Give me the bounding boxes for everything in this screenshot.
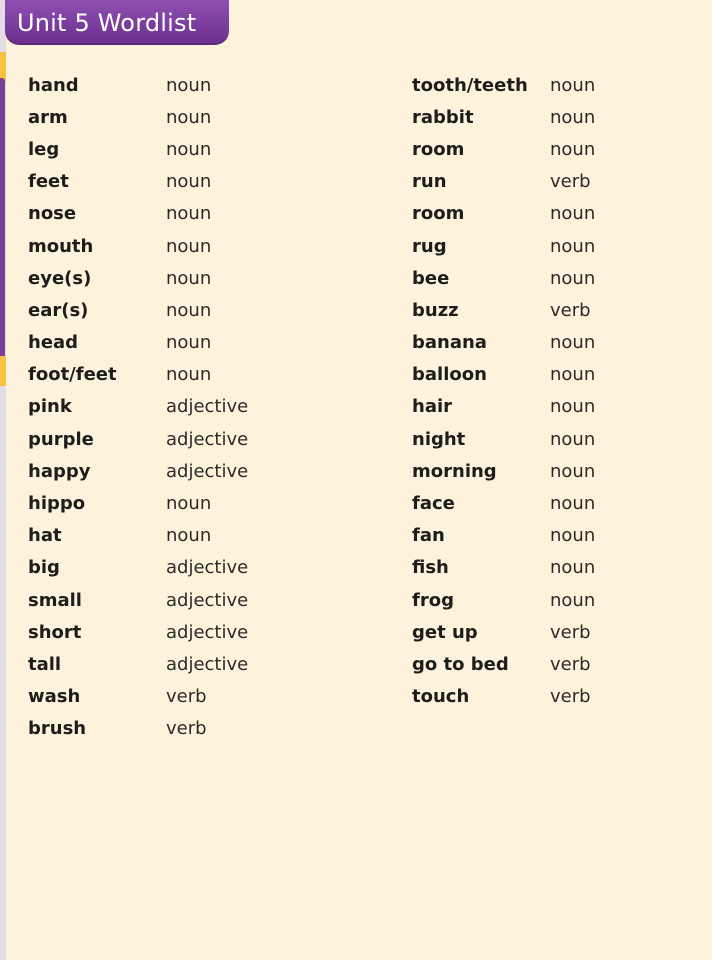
part-of-speech: noun: [550, 460, 596, 482]
word: night: [412, 428, 466, 450]
word: hat: [28, 525, 62, 547]
word: hand: [28, 74, 79, 96]
wordlist: [0, 69, 712, 749]
wordlist-left-column: [28, 69, 328, 745]
part-of-speech: noun: [166, 171, 212, 193]
part-of-speech: noun: [550, 493, 596, 515]
word-row: [412, 198, 712, 230]
part-of-speech: adjective: [166, 653, 249, 675]
part-of-speech: noun: [550, 235, 596, 257]
word: touch: [412, 686, 470, 708]
word: purple: [28, 428, 94, 450]
word: leg: [28, 138, 60, 160]
word: tall: [28, 653, 62, 675]
wordlist-right-column: [412, 69, 712, 713]
word: frog: [412, 589, 454, 611]
part-of-speech: noun: [166, 235, 212, 257]
part-of-speech: noun: [166, 203, 212, 225]
part-of-speech: verb: [550, 621, 591, 643]
word: mouth: [28, 235, 94, 257]
part-of-speech: noun: [166, 364, 212, 386]
word-row: [412, 487, 712, 519]
word: arm: [28, 106, 68, 128]
part-of-speech: verb: [166, 686, 207, 708]
word-row: [412, 69, 712, 101]
word: short: [28, 621, 82, 643]
word: rabbit: [412, 106, 474, 128]
word-row: [28, 198, 328, 230]
word-row: [28, 101, 328, 133]
part-of-speech: noun: [550, 106, 596, 128]
part-of-speech: noun: [166, 138, 212, 160]
part-of-speech: noun: [550, 138, 596, 160]
word-row: [412, 681, 712, 713]
part-of-speech: noun: [166, 299, 212, 321]
page-title: Unit 5 Wordlist: [17, 8, 197, 37]
word: hippo: [28, 493, 86, 515]
part-of-speech: noun: [550, 396, 596, 418]
word-row: [28, 648, 328, 680]
word: tooth/teeth: [412, 74, 528, 96]
word-row: [412, 648, 712, 680]
word: get up: [412, 621, 478, 643]
word: go to bed: [412, 653, 509, 675]
word-row: [28, 327, 328, 359]
word-row: [412, 455, 712, 487]
word-row: [28, 423, 328, 455]
word-row: [412, 294, 712, 326]
part-of-speech: noun: [550, 525, 596, 547]
word-row: [28, 552, 328, 584]
word-row: [412, 391, 712, 423]
word: buzz: [412, 299, 459, 321]
word: banana: [412, 332, 487, 354]
word-row: [412, 423, 712, 455]
word-row: [28, 455, 328, 487]
word: nose: [28, 203, 77, 225]
word: balloon: [412, 364, 487, 386]
part-of-speech: adjective: [166, 428, 249, 450]
word-row: [412, 327, 712, 359]
part-of-speech: noun: [550, 589, 596, 611]
word-row: [412, 230, 712, 262]
word: face: [412, 493, 455, 515]
word-row: [28, 262, 328, 294]
word: morning: [412, 460, 497, 482]
word: happy: [28, 460, 91, 482]
word-row: [28, 391, 328, 423]
part-of-speech: noun: [550, 267, 596, 289]
word-row: [412, 166, 712, 198]
word-row: [412, 584, 712, 616]
word-row: [412, 133, 712, 165]
word-row: [28, 681, 328, 713]
part-of-speech: verb: [550, 171, 591, 193]
part-of-speech: verb: [550, 299, 591, 321]
part-of-speech: noun: [550, 203, 596, 225]
part-of-speech: noun: [166, 332, 212, 354]
part-of-speech: adjective: [166, 557, 249, 579]
word: ear(s): [28, 299, 89, 321]
part-of-speech: adjective: [166, 621, 249, 643]
part-of-speech: adjective: [166, 396, 249, 418]
word-row: [28, 359, 328, 391]
word: pink: [28, 396, 72, 418]
word-row: [412, 552, 712, 584]
part-of-speech: verb: [550, 653, 591, 675]
word: wash: [28, 686, 81, 708]
part-of-speech: noun: [166, 106, 212, 128]
word-row: [412, 262, 712, 294]
part-of-speech: adjective: [166, 460, 249, 482]
word-row: [412, 101, 712, 133]
word: big: [28, 557, 60, 579]
title-banner: [5, 0, 229, 45]
part-of-speech: noun: [550, 428, 596, 450]
word-row: [28, 713, 328, 745]
part-of-speech: noun: [166, 493, 212, 515]
word: fish: [412, 557, 449, 579]
word: eye(s): [28, 267, 92, 289]
word: head: [28, 332, 79, 354]
word-row: [412, 520, 712, 552]
word: rug: [412, 235, 447, 257]
part-of-speech: noun: [550, 74, 596, 96]
word: hair: [412, 396, 453, 418]
part-of-speech: noun: [166, 525, 212, 547]
part-of-speech: noun: [166, 267, 212, 289]
part-of-speech: noun: [550, 557, 596, 579]
word: room: [412, 138, 465, 160]
word: small: [28, 589, 82, 611]
part-of-speech: verb: [550, 686, 591, 708]
word-row: [28, 520, 328, 552]
word-row: [28, 69, 328, 101]
word-row: [28, 584, 328, 616]
word: brush: [28, 718, 87, 740]
part-of-speech: noun: [550, 332, 596, 354]
word-row: [28, 166, 328, 198]
word: foot/feet: [28, 364, 117, 386]
word-row: [412, 616, 712, 648]
word-row: [28, 616, 328, 648]
word-row: [28, 230, 328, 262]
word: run: [412, 171, 447, 193]
part-of-speech: verb: [166, 718, 207, 740]
word: feet: [28, 171, 69, 193]
part-of-speech: noun: [550, 364, 596, 386]
word-row: [412, 359, 712, 391]
word-row: [28, 133, 328, 165]
part-of-speech: adjective: [166, 589, 249, 611]
word-row: [28, 487, 328, 519]
word: bee: [412, 267, 450, 289]
word-row: [28, 294, 328, 326]
word: fan: [412, 525, 445, 547]
word: room: [412, 203, 465, 225]
part-of-speech: noun: [166, 74, 212, 96]
